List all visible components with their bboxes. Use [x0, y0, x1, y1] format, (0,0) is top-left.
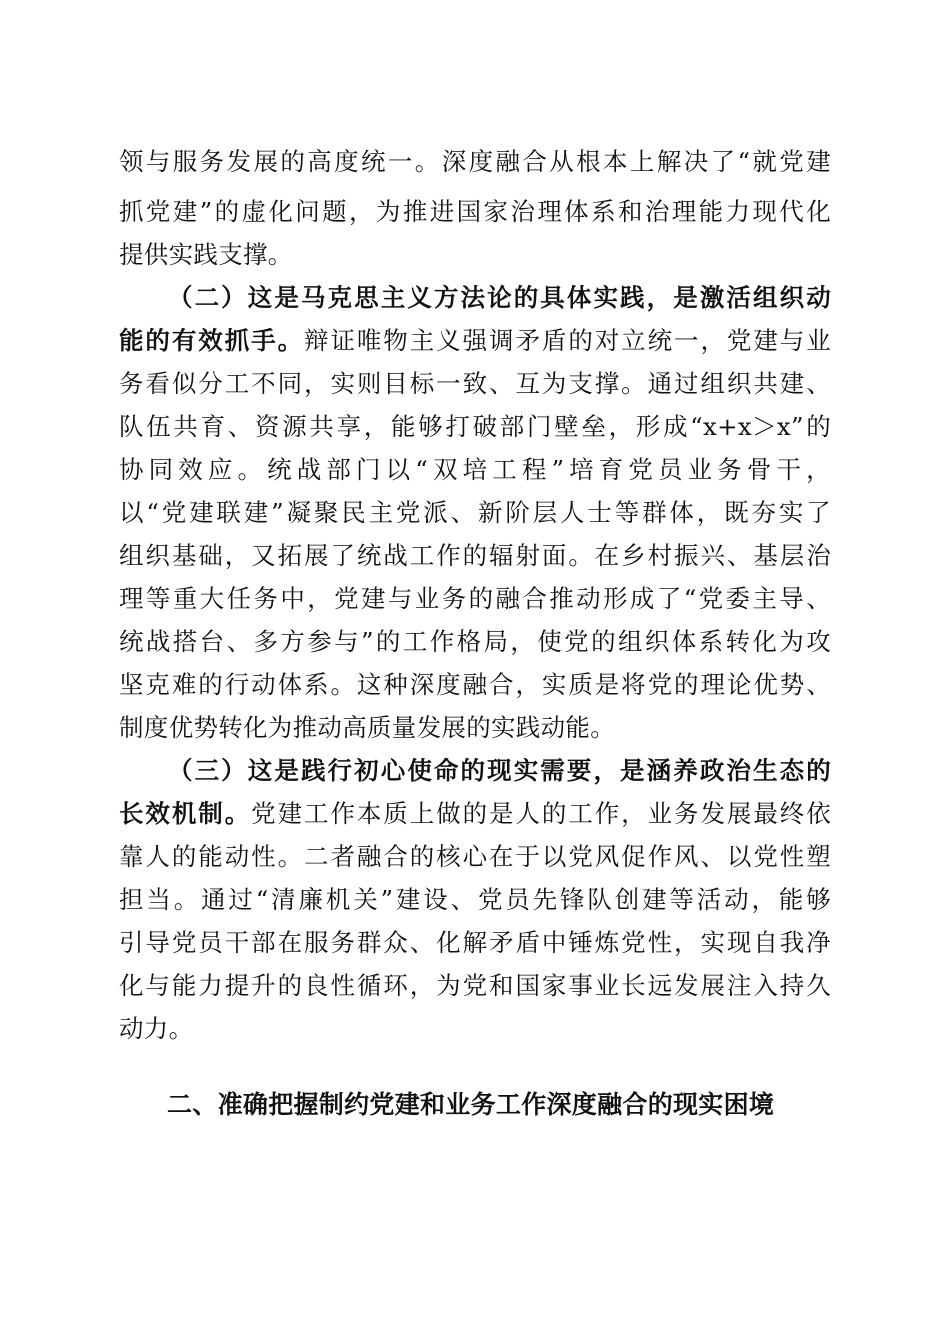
- paragraph-line: [119, 326, 831, 356]
- paragraph-text: 党建工作本质上做的是人的工作，业务发展最终依: [251, 799, 831, 828]
- paragraph-lead-bold: 能的有效抓手。: [119, 326, 305, 355]
- section-heading: 二、准确把握制约党建和业务工作深度融合的现实困境: [167, 1090, 775, 1119]
- paragraph-lead-bold: （二）这是马克思主义方法论的具体实践，是激活组织动: [168, 283, 831, 312]
- paragraph-line: 队伍共育、资源共享，能够打破部门壁垒，形成“x+x＞x”的: [119, 412, 831, 441]
- paragraph-line: 以“党建联建”凝聚民主党派、新阶层人士等群体，既夯实了: [119, 498, 831, 527]
- paragraph-line: 坚克难的行动体系。这种深度融合，实质是将党的理论优势、: [119, 670, 831, 699]
- paragraph-line: 动力。: [119, 1014, 194, 1043]
- paragraph-line: 抓党建”的虚化问题，为推进国家治理体系和治理能力现代化: [119, 197, 831, 226]
- paragraph-lead-bold: （三）这是践行初心使命的现实需要，是涵养政治生态的: [168, 756, 831, 785]
- paragraph-text: 辩证唯物主义强调矛盾的对立统一，党建与业: [304, 326, 831, 355]
- paragraph-line: 务看似分工不同，实则目标一致、互为支撑。通过组织共建、: [119, 369, 831, 398]
- paragraph-line: 提供实践支撑。: [119, 240, 293, 269]
- paragraph-line: 制度优势转化为推动高质量发展的实践动能。: [119, 713, 615, 742]
- paragraph-line: 担当。通过“清廉机关”建设、党员先锋队创建等活动，能够: [119, 885, 831, 914]
- paragraph-lead-bold: 长效机制。: [119, 799, 252, 828]
- paragraph-line: 领与服务发展的高度统一。深度融合从根本上解决了“就党建: [119, 147, 831, 176]
- paragraph-line: 理等重大任务中，党建与业务的融合推动形成了“党委主导、: [119, 584, 831, 613]
- paragraph-line: 化与能力提升的良性循环，为党和国家事业长远发展注入持久: [119, 971, 831, 1000]
- paragraph-line: [119, 799, 831, 829]
- paragraph-line: 统战搭台、多方参与”的工作格局，使党的组织体系转化为攻: [119, 627, 831, 656]
- paragraph-line: 组织基础，又拓展了统战工作的辐射面。在乡村振兴、基层治: [119, 541, 831, 570]
- paragraph-line: 协同效应。统战部门以“双培工程”培育党员业务骨干，: [119, 455, 831, 484]
- paragraph-line: 靠人的能动性。二者融合的核心在于以党风促作风、以党性塑: [119, 842, 831, 871]
- paragraph-line: 引导党员干部在服务群众、化解矛盾中锤炼党性，实现自我净: [119, 928, 831, 957]
